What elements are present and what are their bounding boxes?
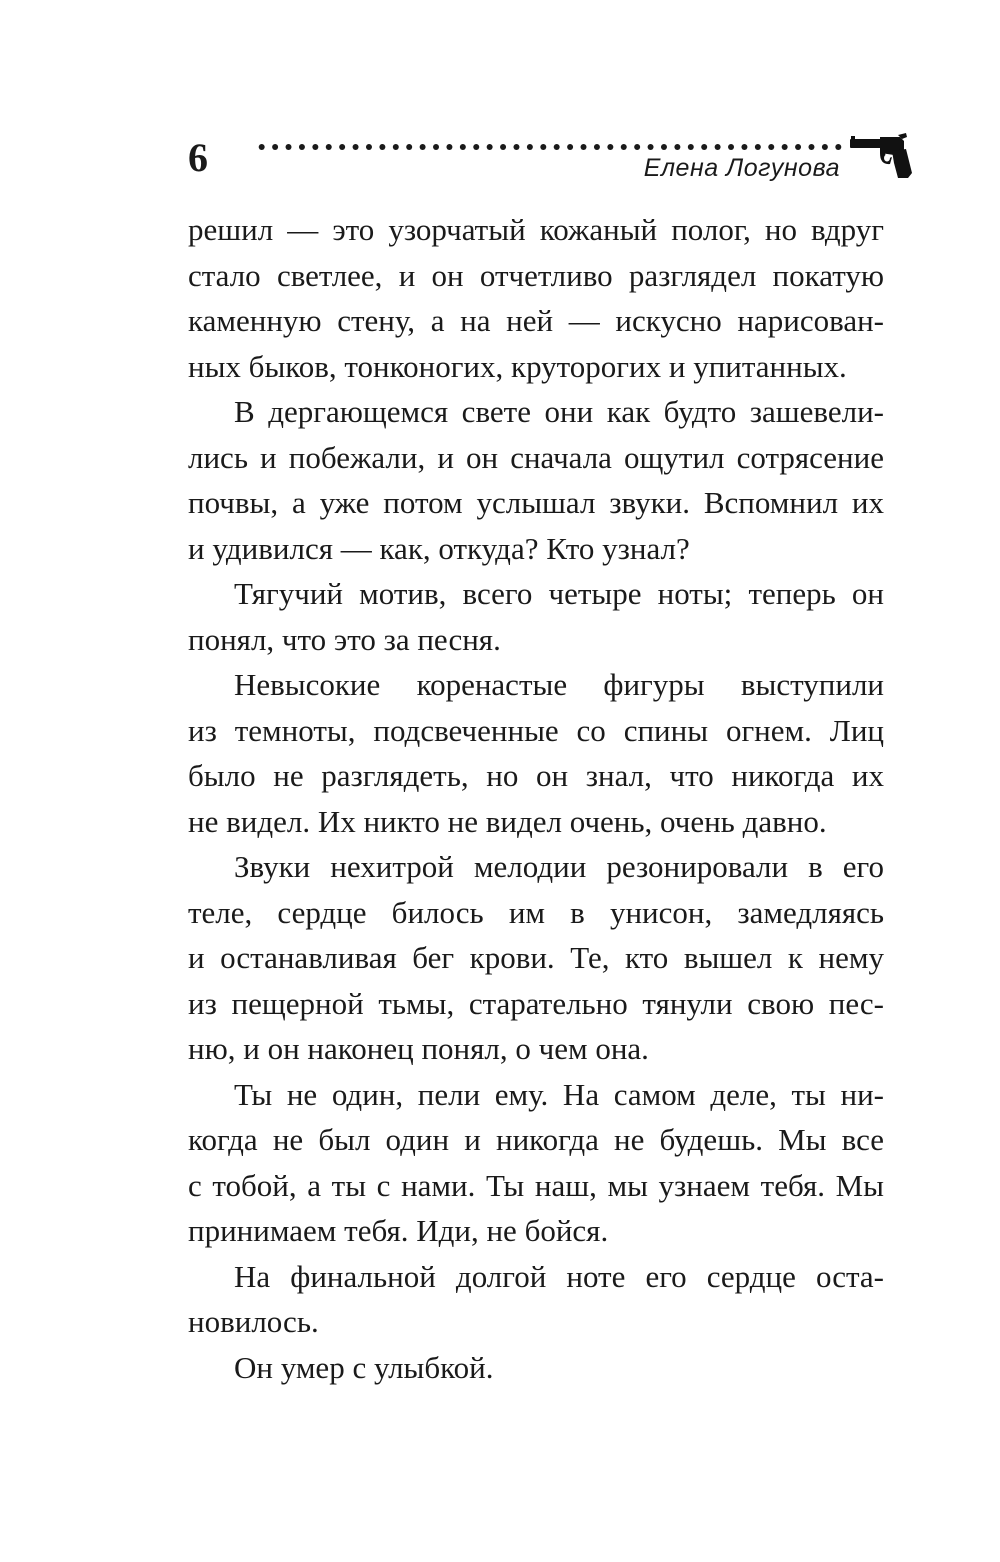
text-line: решил — это узорчатый кожаный полог, но вдруг	[188, 212, 884, 247]
text-line: стало светлее, и он отчетливо разглядел покатую	[188, 257, 884, 293]
text-line: понял, что это за песня.	[188, 621, 501, 657]
text-line: ню, и он наконец понял, о чем она.	[188, 1031, 649, 1066]
text-line: Ты не один, пели ему. На самом деле, ты ни-	[234, 1076, 884, 1112]
text-line: из темноты, подсвеченные со спины огнем. Лиц	[188, 712, 884, 748]
page-number: 6	[188, 135, 208, 180]
text-line: Звуки нехитрой мелодии резонировали в его	[234, 849, 884, 884]
text-line: принимаем тебя. Иди, не бойся.	[188, 1213, 609, 1248]
text-line: Невысокие коренастые фигуры выступили	[234, 667, 884, 702]
paragraph	[188, 1072, 884, 1254]
text-line: и останавливая бег крови. Те, кто вышел к нему	[188, 940, 884, 975]
text-line: с тобой, а ты с нами. Ты наш, мы узнаем тебя. Мы	[188, 1167, 884, 1203]
text-line: новилось.	[188, 1304, 319, 1339]
text-line: ных быков, тонконогих, круторогих и упитанных.	[188, 348, 847, 384]
paragraph	[188, 1345, 884, 1391]
paragraph	[188, 1254, 884, 1345]
text-line: и удивился — как, откуда? Кто узнал?	[188, 530, 690, 566]
text-line: На финальной долгой ноте его сердце оста-	[234, 1258, 884, 1294]
paragraph	[188, 662, 884, 844]
text-line: не видел. Их никто не видел очень, очень давно.	[188, 803, 827, 839]
text-line: когда не был один и никогда не будешь. Мы все	[188, 1122, 884, 1157]
author-name: Елена Логунова	[643, 154, 840, 182]
text-line: почвы, а уже потом услышал звуки. Вспомнил их	[188, 485, 884, 520]
revolver-icon	[850, 133, 912, 179]
text-line: из пещерной тьмы, старательно тянули свою пес-	[188, 985, 884, 1021]
body-text	[188, 207, 884, 1390]
paragraph	[188, 844, 884, 1072]
text-line: теле, сердце билось им в унисон, замедляясь	[188, 894, 884, 930]
text-line: Тягучий мотив, всего четыре ноты; теперь он	[234, 576, 884, 611]
paragraph	[188, 389, 884, 571]
paragraph	[188, 571, 884, 662]
text-line: каменную стену, а на ней — искусно нарисован-	[188, 303, 884, 338]
text-line: В дергающемся свете они как будто зашевели-	[234, 394, 884, 429]
text-line: было не разглядеть, но он знал, что никогда их	[188, 758, 884, 793]
dotted-rule	[255, 142, 845, 152]
text-line: лись и побежали, и он сначала ощутил сотрясение	[188, 439, 884, 475]
text-line: Он умер с улыбкой.	[234, 1349, 494, 1385]
paragraph	[188, 207, 884, 389]
running-header	[0, 0, 1000, 200]
